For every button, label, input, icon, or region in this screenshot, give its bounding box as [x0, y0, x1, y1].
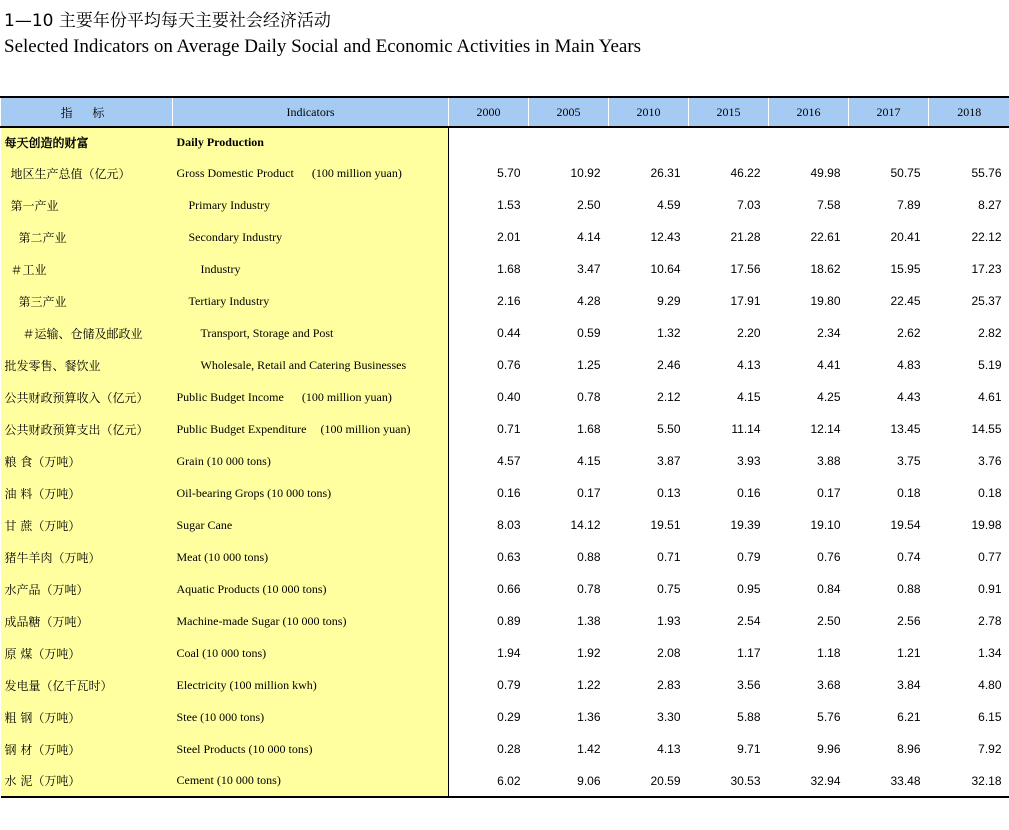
value-cell: 19.51 — [650, 518, 681, 532]
value-cell: 0.18 — [897, 486, 921, 500]
value-cell: 8.96 — [897, 742, 921, 756]
value-cell: 32.94 — [769, 765, 849, 797]
indicator-name-english — [173, 221, 449, 253]
value-cell: 14.55 — [971, 422, 1002, 436]
indicator-label: Aquatic Products (10 000 tons) — [176, 581, 327, 596]
table-row — [1, 381, 1009, 413]
value-cell: 0.79 — [737, 550, 761, 564]
value-cell: 17.91 — [730, 294, 761, 308]
value-cell: 0.16 — [497, 486, 521, 500]
value-cell: 4.80 — [978, 678, 1002, 692]
indicator-name-english — [173, 509, 449, 541]
header-year: 2010 — [609, 97, 689, 127]
indicator-label: Tertiary Industry — [188, 293, 270, 308]
indicator-name-chinese: 钢 材（万吨） — [1, 733, 173, 765]
value-cell: 3.76 — [978, 454, 1002, 468]
value-cell: 2.62 — [897, 326, 921, 340]
value-cell: 4.15 — [577, 454, 601, 468]
table-row — [1, 573, 1009, 605]
value-cell: 3.84 — [897, 678, 921, 692]
header-year: 2017 — [849, 97, 929, 127]
page-title-english: Selected Indicators on Average Daily Social and Economic Activities in Main Years — [4, 36, 642, 57]
value-cell: 2.50 — [577, 198, 601, 212]
value-cell: 7.92 — [978, 742, 1002, 756]
table-row — [1, 189, 1009, 221]
table-row — [1, 477, 1009, 509]
value-cell: 3.93 — [737, 454, 761, 468]
indicators-table — [0, 96, 1009, 798]
value-cell: 4.28 — [577, 294, 601, 308]
value-cell: 0.95 — [737, 582, 761, 596]
value-cell: 0.28 — [497, 742, 521, 756]
indicator-name-chinese: 甘 蔗（万吨） — [1, 509, 173, 541]
value-cell: 6.15 — [978, 710, 1002, 724]
value-cell: 0.71 — [657, 550, 681, 564]
value-cell: 1.68 — [577, 422, 601, 436]
indicator-label: Wholesale, Retail and Catering Businesses — [200, 357, 407, 372]
value-cell: 0.29 — [497, 710, 521, 724]
value-cell: 0.76 — [817, 550, 841, 564]
value-cell: 4.25 — [817, 390, 841, 404]
value-cell — [609, 127, 689, 157]
value-cell: 19.54 — [890, 518, 921, 532]
value-cell: 0.17 — [577, 486, 601, 500]
value-cell: 7.58 — [817, 198, 841, 212]
indicator-name-chinese: 第一产业 — [1, 189, 173, 221]
value-cell: 0.76 — [497, 358, 521, 372]
indicator-label: Daily Production — [176, 135, 264, 149]
value-cell: 32.18 — [929, 765, 1009, 797]
value-cell: 2.01 — [497, 230, 521, 244]
value-cell: 0.18 — [978, 486, 1002, 500]
indicator-name-english — [173, 765, 449, 797]
value-cell: 4.13 — [737, 358, 761, 372]
value-cell: 1.93 — [657, 614, 681, 628]
indicator-label: Steel Products (10 000 tons) — [176, 741, 313, 756]
value-cell: 4.41 — [817, 358, 841, 372]
value-cell: 15.95 — [890, 262, 921, 276]
value-cell — [449, 127, 529, 157]
value-cell: 0.40 — [497, 390, 521, 404]
indicator-name-chinese: 原 煤（万吨） — [1, 637, 173, 669]
value-cell: 19.80 — [810, 294, 841, 308]
table-row — [1, 413, 1009, 445]
indicator-label: Coal (10 000 tons) — [176, 645, 267, 660]
value-cell: 0.63 — [497, 550, 521, 564]
indicator-name-english — [173, 573, 449, 605]
value-cell: 20.41 — [890, 230, 921, 244]
value-cell: 0.88 — [577, 550, 601, 564]
value-cell: 1.22 — [577, 678, 601, 692]
value-cell: 9.96 — [817, 742, 841, 756]
indicator-name-english — [173, 349, 449, 381]
value-cell — [529, 127, 609, 157]
value-cell: 19.98 — [971, 518, 1002, 532]
value-cell: 3.68 — [817, 678, 841, 692]
indicator-label: Primary Industry — [188, 197, 271, 212]
table-row — [1, 765, 1009, 797]
value-cell: 0.66 — [497, 582, 521, 596]
value-cell: 2.82 — [978, 326, 1002, 340]
indicator-name-english — [173, 317, 449, 349]
value-cell: 0.84 — [817, 582, 841, 596]
value-cell: 7.89 — [897, 198, 921, 212]
value-cell: 1.94 — [497, 646, 521, 660]
value-cell: 2.08 — [657, 646, 681, 660]
table-row — [1, 733, 1009, 765]
value-cell: 0.74 — [897, 550, 921, 564]
indicator-name-english — [173, 127, 449, 157]
value-cell: 0.75 — [657, 582, 681, 596]
indicator-name-chinese: 水 泥（万吨） — [1, 765, 173, 797]
value-cell — [689, 127, 769, 157]
value-cell: 4.61 — [978, 390, 1002, 404]
indicator-unit: (100 million yuan) — [320, 421, 411, 436]
value-cell: 0.79 — [497, 678, 521, 692]
indicator-label: Sugar Cane — [176, 517, 233, 532]
value-cell: 11.14 — [731, 422, 761, 436]
table-row — [1, 605, 1009, 637]
indicator-name-english — [173, 253, 449, 285]
value-cell: 14.12 — [570, 518, 601, 532]
indicator-name-english — [173, 733, 449, 765]
indicator-name-chinese: 粗 钢（万吨） — [1, 701, 173, 733]
value-cell: 5.19 — [978, 358, 1002, 372]
value-cell: 2.12 — [657, 390, 681, 404]
table-row — [1, 285, 1009, 317]
indicator-name-chinese: ＃工业 — [1, 253, 173, 285]
indicator-label: Gross Domestic Product — [176, 165, 294, 180]
value-cell: 1.36 — [577, 710, 601, 724]
value-cell: 33.48 — [849, 765, 929, 797]
value-cell: 0.17 — [817, 486, 841, 500]
indicator-unit: (100 million yuan) — [311, 165, 402, 180]
value-cell: 2.54 — [737, 614, 761, 628]
indicator-label: Secondary Industry — [188, 229, 283, 244]
header-indicator-chinese: 指 标 — [1, 97, 173, 127]
value-cell: 1.42 — [577, 742, 601, 756]
table-row — [1, 317, 1009, 349]
indicator-name-chinese: 油 料（万吨） — [1, 477, 173, 509]
value-cell: 4.59 — [657, 198, 681, 212]
value-cell: 6.02 — [449, 765, 529, 797]
value-cell: 9.71 — [737, 742, 761, 756]
value-cell: 9.06 — [529, 765, 609, 797]
value-cell: 55.76 — [971, 166, 1002, 180]
indicator-name-chinese: 发电量（亿千瓦时） — [1, 669, 173, 701]
table-header-row — [1, 97, 1009, 127]
value-cell — [849, 127, 929, 157]
value-cell: 3.30 — [657, 710, 681, 724]
indicator-name-english — [173, 637, 449, 669]
value-cell: 1.53 — [497, 198, 521, 212]
value-cell: 6.21 — [897, 710, 921, 724]
value-cell: 8.03 — [497, 518, 521, 532]
value-cell: 3.75 — [897, 454, 921, 468]
indicator-name-english — [173, 605, 449, 637]
value-cell: 5.88 — [737, 710, 761, 724]
indicator-name-chinese: 第三产业 — [1, 285, 173, 317]
value-cell: 2.34 — [817, 326, 841, 340]
table-row — [1, 637, 1009, 669]
value-cell: 1.17 — [737, 646, 761, 660]
indicator-name-chinese: 猪牛羊肉（万吨） — [1, 541, 173, 573]
indicator-name-chinese: 地区生产总值（亿元） — [1, 157, 173, 189]
table-row — [1, 157, 1009, 189]
indicator-name-english — [173, 445, 449, 477]
table-row — [1, 253, 1009, 285]
value-cell: 1.92 — [577, 646, 601, 660]
value-cell: 18.62 — [810, 262, 841, 276]
value-cell: 2.16 — [497, 294, 521, 308]
indicator-name-chinese: 水产品（万吨） — [1, 573, 173, 605]
indicator-label: Transport, Storage and Post — [200, 325, 334, 340]
indicator-label: Cement (10 000 tons) — [176, 773, 281, 787]
table-row — [1, 669, 1009, 701]
table-row — [1, 127, 1009, 157]
header-year: 2005 — [529, 97, 609, 127]
value-cell: 3.47 — [577, 262, 601, 276]
indicator-name-chinese: 每天创造的财富 — [1, 127, 173, 157]
value-cell: 22.45 — [890, 294, 921, 308]
indicator-name-chinese: 批发零售、餐饮业 — [1, 349, 173, 381]
value-cell: 0.89 — [497, 614, 521, 628]
value-cell: 10.92 — [570, 166, 601, 180]
value-cell: 0.78 — [577, 390, 601, 404]
value-cell: 3.87 — [657, 454, 681, 468]
value-cell: 1.25 — [577, 358, 601, 372]
value-cell: 13.45 — [890, 422, 921, 436]
value-cell: 12.43 — [650, 230, 681, 244]
indicator-unit: (100 million yuan) — [301, 389, 392, 404]
value-cell: 0.44 — [497, 326, 521, 340]
header-year: 2018 — [929, 97, 1009, 127]
value-cell: 2.56 — [897, 614, 921, 628]
value-cell: 10.64 — [650, 262, 681, 276]
indicator-name-english — [173, 541, 449, 573]
indicator-name-chinese: 粮 食（万吨） — [1, 445, 173, 477]
value-cell: 1.68 — [497, 262, 521, 276]
value-cell: 5.76 — [817, 710, 841, 724]
table-row — [1, 221, 1009, 253]
value-cell: 0.91 — [978, 582, 1002, 596]
value-cell: 30.53 — [689, 765, 769, 797]
value-cell: 46.22 — [730, 166, 761, 180]
indicator-name-english — [173, 477, 449, 509]
indicator-name-chinese: 第二产业 — [1, 221, 173, 253]
value-cell: 1.21 — [897, 646, 921, 660]
value-cell: 20.59 — [609, 765, 689, 797]
table-row — [1, 349, 1009, 381]
value-cell: 22.61 — [810, 230, 841, 244]
value-cell: 17.56 — [730, 262, 761, 276]
value-cell: 3.56 — [737, 678, 761, 692]
value-cell: 2.78 — [978, 614, 1002, 628]
value-cell: 0.77 — [978, 550, 1002, 564]
indicator-label: Grain (10 000 tons) — [176, 453, 271, 468]
page-title-chinese: 1—10 主要年份平均每天主要社会经济活动 — [4, 11, 331, 31]
value-cell: 0.16 — [737, 486, 761, 500]
value-cell: 26.31 — [650, 166, 681, 180]
indicator-label: Meat (10 000 tons) — [176, 549, 269, 564]
value-cell: 0.59 — [577, 326, 601, 340]
value-cell: 4.15 — [737, 390, 761, 404]
value-cell: 12.14 — [810, 422, 841, 436]
indicator-name-chinese: 公共财政预算支出（亿元） — [1, 413, 173, 445]
indicator-name-english — [173, 285, 449, 317]
value-cell: 1.18 — [817, 646, 841, 660]
header-indicator-english: Indicators — [173, 97, 449, 127]
value-cell: 19.10 — [810, 518, 841, 532]
header-year: 2016 — [769, 97, 849, 127]
value-cell: 25.37 — [971, 294, 1002, 308]
value-cell: 3.88 — [817, 454, 841, 468]
indicator-name-english — [173, 669, 449, 701]
value-cell: 8.27 — [978, 198, 1002, 212]
indicator-label: Industry — [200, 261, 241, 276]
value-cell: 1.34 — [978, 646, 1002, 660]
indicator-name-english — [173, 413, 449, 445]
table-row — [1, 541, 1009, 573]
table-row — [1, 509, 1009, 541]
value-cell: 4.57 — [497, 454, 521, 468]
value-cell: 2.46 — [657, 358, 681, 372]
header-year: 2000 — [449, 97, 529, 127]
indicator-name-english — [173, 381, 449, 413]
indicator-label: Public Budget Income — [176, 389, 284, 404]
value-cell: 17.23 — [971, 262, 1002, 276]
value-cell: 49.98 — [810, 166, 841, 180]
indicator-label: Stee (10 000 tons) — [176, 709, 265, 724]
indicator-name-chinese: 成品糖（万吨） — [1, 605, 173, 637]
value-cell: 0.13 — [657, 486, 681, 500]
value-cell: 4.14 — [577, 230, 601, 244]
indicator-label: Oil-bearing Grops (10 000 tons) — [176, 485, 332, 500]
value-cell: 0.71 — [497, 422, 521, 436]
value-cell: 0.78 — [577, 582, 601, 596]
indicator-label: Public Budget Expenditure — [176, 421, 307, 436]
value-cell: 1.38 — [577, 614, 601, 628]
indicator-name-english — [173, 189, 449, 221]
value-cell: 5.70 — [497, 166, 521, 180]
value-cell: 21.28 — [730, 230, 761, 244]
indicator-name-chinese: ＃运输、仓储及邮政业 — [1, 317, 173, 349]
value-cell: 5.50 — [657, 422, 681, 436]
value-cell: 2.50 — [817, 614, 841, 628]
value-cell: 9.29 — [657, 294, 681, 308]
table-row — [1, 445, 1009, 477]
indicator-label: Electricity (100 million kwh) — [176, 677, 317, 692]
value-cell: 4.43 — [897, 390, 921, 404]
indicator-name-chinese: 公共财政预算收入（亿元） — [1, 381, 173, 413]
indicator-label: Machine-made Sugar (10 000 tons) — [176, 613, 347, 628]
value-cell — [769, 127, 849, 157]
value-cell: 7.03 — [737, 198, 761, 212]
header-year: 2015 — [689, 97, 769, 127]
value-cell — [929, 127, 1009, 157]
value-cell: 19.39 — [730, 518, 761, 532]
value-cell: 50.75 — [890, 166, 921, 180]
value-cell: 4.13 — [657, 742, 681, 756]
table-row — [1, 701, 1009, 733]
value-cell: 2.83 — [657, 678, 681, 692]
value-cell: 0.88 — [897, 582, 921, 596]
indicator-name-english — [173, 157, 449, 189]
value-cell: 22.12 — [971, 230, 1002, 244]
indicator-name-english — [173, 701, 449, 733]
value-cell: 1.32 — [657, 326, 681, 340]
value-cell: 2.20 — [737, 326, 761, 340]
value-cell: 4.83 — [897, 358, 921, 372]
